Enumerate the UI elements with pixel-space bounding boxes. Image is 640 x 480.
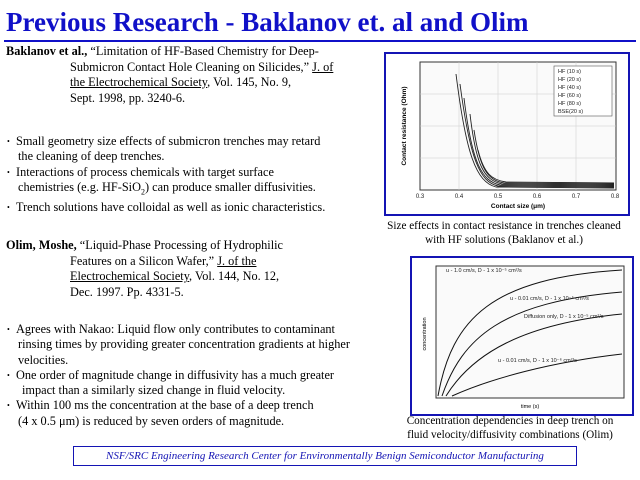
x-tick: 0.6 [532, 194, 542, 200]
legend-entry-6: BSE(20 s) [558, 109, 584, 115]
figure-contact-resistance [384, 52, 630, 216]
figure1-caption: Size effects in contact resistance in trenches cleaned with HF solutions (Baklanov et al.) [387, 220, 621, 246]
curve-label-1: u - 1.0 cm/s, D - 1 x 10⁻⁵ cm²/s [446, 268, 522, 274]
legend-entry-5: HF (80 s) [558, 101, 581, 107]
x-tick: 0.4 [454, 194, 464, 200]
y-axis-label: Contact resistance (Ohm) [401, 86, 408, 166]
legend-entry-2: HF (20 s) [558, 77, 581, 83]
ref2-title-start: “Liquid-Phase Processing of Hydrophilic [76, 238, 283, 252]
concentration-plot [412, 258, 632, 414]
legend-entry-4: HF (60 s) [558, 93, 581, 99]
ref1-author: Baklanov et al., [6, 44, 88, 58]
bullets-baklanov [6, 134, 378, 215]
x-tick: 0.5 [493, 194, 503, 200]
curve-label-3: Diffusion only, D - 1 x 10⁻⁵ cm²/s [524, 314, 604, 320]
bullets-olim [6, 322, 400, 429]
bullet-item: • Trench solutions have colloidal as well as ionic characteristics. [6, 200, 378, 215]
ref1-title-end: Submicron Contact Hole Cleaning on Silicides,” [70, 59, 313, 74]
x-tick: 0.7 [571, 194, 581, 200]
slide-title: Previous Research - Baklanov et. al and Olim [6, 7, 529, 37]
footer-banner: NSF/SRC Engineering Research Center for Environmentally Benign Semiconductor Manufacturing [73, 446, 577, 466]
ref1-journal-a: J. of [312, 59, 334, 74]
ref2-author: Olim, Moshe, [6, 238, 77, 252]
ref2-volume: , Vol. 144, No. 12, [189, 269, 280, 283]
reference-olim [6, 238, 386, 300]
contact-resistance-plot [386, 54, 628, 214]
bullet-item: • Agrees with Nakao: Liquid flow only contributes to contaminant rinsing times by providing greater concentration gradients at higher velocities. [6, 322, 400, 368]
ref2-date: Dec. 1997. Pp. 4331-5. [70, 284, 184, 299]
x-tick: 0.3 [415, 194, 425, 200]
bullet-item: • Within 100 ms the concentration at the base of a deep trench (4 x 0.5 μm) is reduced by seven orders of magnitude. [6, 398, 400, 429]
x-axis-label: time (s) [520, 404, 540, 410]
ref2-journal-a: J. of the [217, 253, 257, 268]
legend-entry-1: HF (10 s) [558, 69, 581, 75]
figure2-caption: Concentration dependencies in deep trench on fluid velocity/diffusivity combinations (Olim) [406, 415, 614, 441]
legend-entry-3: HF (40 s) [558, 85, 581, 91]
bullet-item: • Interactions of process chemicals with target surface chemistries (e.g. HF-SiO$_2$) can produce smaller diffusivities. [6, 165, 378, 200]
reference-baklanov [6, 44, 376, 106]
curve-label-2: u - 0.01 cm/s, D - 1 x 10⁻⁵ cm²/s [510, 296, 589, 302]
ref1-volume: , Vol. 145, No. 9, [207, 75, 292, 89]
x-axis-label: Contact size (μm) [490, 203, 546, 210]
ref1-title-start: “Limitation of HF-Based Chemistry for Deep- [87, 44, 319, 58]
bullet-item: • One order of magnitude change in diffusivity has a much greater impact than a similarly sized change in fluid velocity. [6, 368, 400, 399]
y-axis-label: concentration [422, 317, 428, 351]
ref2-title-end: Features on a Silicon Wafer,” [70, 253, 218, 268]
ref2-journal-b: Electrochemical Society [70, 269, 190, 283]
title-divider [4, 40, 636, 42]
curve-label-4: u - 0.01 cm/s, D - 1 x 10⁻⁶ cm²/s [498, 358, 577, 364]
bullet-item: • Small geometry size effects of submicron trenches may retard the cleaning of deep trenches. [6, 134, 378, 165]
ref1-date: Sept. 1998, pp. 3240-6. [70, 90, 186, 105]
figure-concentration [410, 256, 634, 416]
x-tick: 0.8 [610, 194, 620, 200]
ref1-journal-b: the Electrochemical Society [70, 75, 208, 89]
